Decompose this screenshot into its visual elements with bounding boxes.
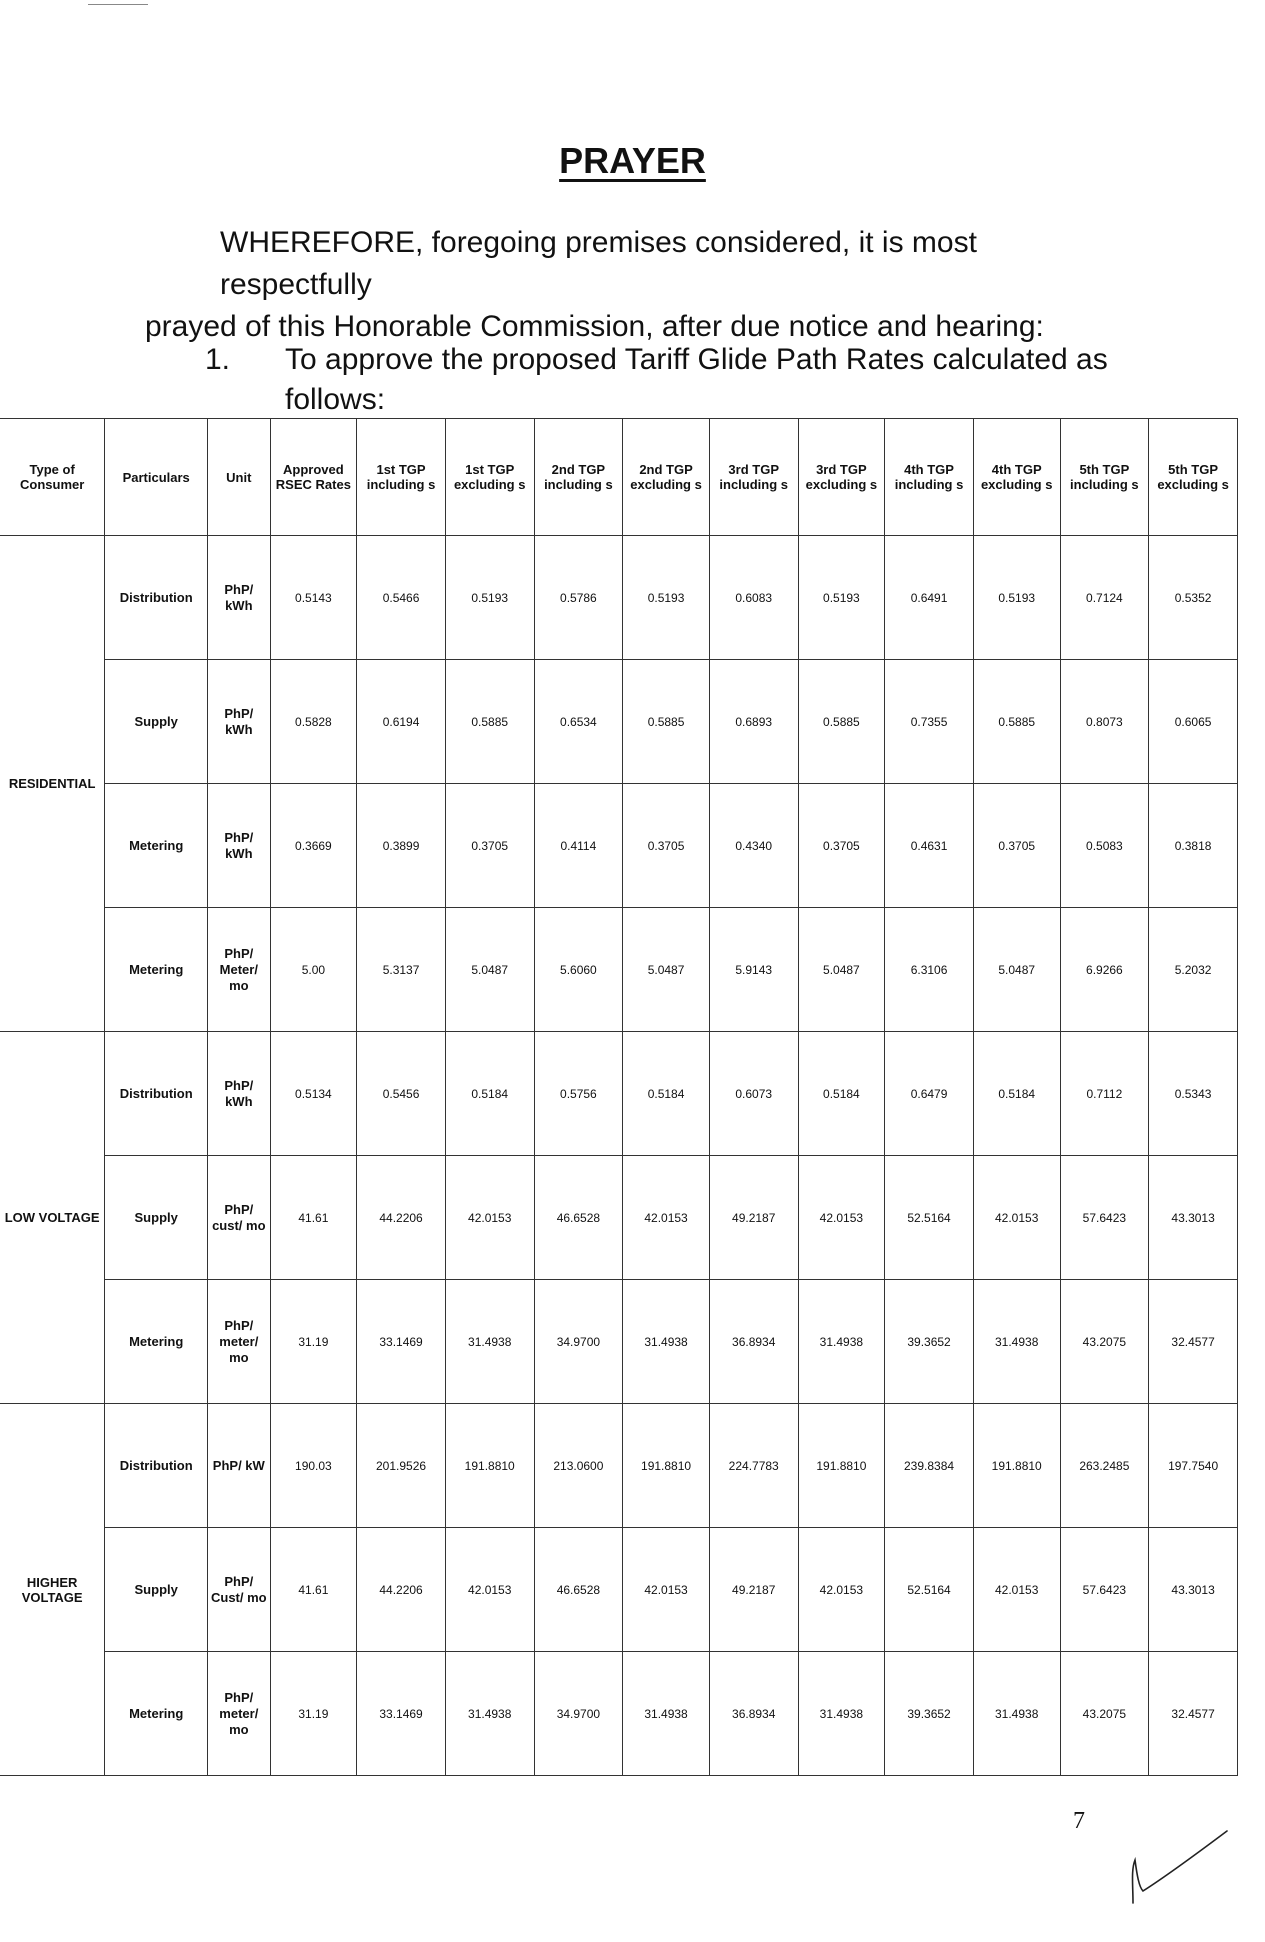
rate-value-cell: 49.2187 [709, 1156, 798, 1280]
rate-value-cell: 0.7355 [885, 660, 974, 784]
rate-value-cell: 0.3818 [1149, 784, 1238, 908]
particular-cell: Supply [105, 1528, 208, 1652]
signature-mark [1125, 1825, 1235, 1915]
rate-value-cell: 31.4938 [623, 1652, 710, 1776]
rate-value-cell: 0.7124 [1060, 536, 1149, 660]
unit-cell: PhP/ Meter/ mo [208, 908, 270, 1032]
rate-value-cell: 0.5786 [534, 536, 623, 660]
rate-value-cell: 43.3013 [1149, 1528, 1238, 1652]
paragraph-line-2: prayed of this Honorable Commission, after due notice and hearing: [145, 310, 1044, 343]
table-row [0, 1652, 1238, 1776]
rate-value-cell: 0.6065 [1149, 660, 1238, 784]
rate-value-cell: 31.19 [270, 1652, 357, 1776]
rate-value-cell: 5.00 [270, 908, 357, 1032]
rate-value-cell: 32.4577 [1149, 1280, 1238, 1404]
rate-value-cell: 0.5193 [973, 536, 1060, 660]
consumer-type-cell: HIGHER VOLTAGE [0, 1404, 105, 1776]
rate-value-cell: 5.0487 [973, 908, 1060, 1032]
unit-cell: PhP/ meter/ mo [208, 1280, 270, 1404]
rate-value-cell: 0.3705 [623, 784, 710, 908]
rate-value-cell: 31.4938 [798, 1280, 885, 1404]
rate-value-cell: 5.0487 [623, 908, 710, 1032]
rate-value-cell: 213.0600 [534, 1404, 623, 1528]
rate-value-cell: 0.5456 [357, 1032, 446, 1156]
table-row [0, 1156, 1238, 1280]
rate-value-cell: 36.8934 [709, 1280, 798, 1404]
rate-value-cell: 57.6423 [1060, 1528, 1149, 1652]
rate-value-cell: 5.0487 [798, 908, 885, 1032]
table-row [0, 660, 1238, 784]
column-header: 1st TGP excluding s [445, 419, 534, 536]
rate-value-cell: 31.19 [270, 1280, 357, 1404]
column-header: 3rd TGP excluding s [798, 419, 885, 536]
rate-value-cell: 0.6073 [709, 1032, 798, 1156]
rate-value-cell: 33.1469 [357, 1652, 446, 1776]
rate-value-cell: 0.5352 [1149, 536, 1238, 660]
rate-value-cell: 57.6423 [1060, 1156, 1149, 1280]
rate-value-cell: 190.03 [270, 1404, 357, 1528]
particular-cell: Distribution [105, 536, 208, 660]
particular-cell: Supply [105, 660, 208, 784]
rate-value-cell: 5.6060 [534, 908, 623, 1032]
rate-value-cell: 0.5083 [1060, 784, 1149, 908]
item-text: To approve the proposed Tariff Glide Path Rates calculated as follows: [285, 343, 1108, 416]
rate-value-cell: 263.2485 [1060, 1404, 1149, 1528]
rate-value-cell: 42.0153 [445, 1156, 534, 1280]
rate-value-cell: 224.7783 [709, 1404, 798, 1528]
rate-value-cell: 0.5885 [623, 660, 710, 784]
rate-value-cell: 0.5343 [1149, 1032, 1238, 1156]
rate-value-cell: 42.0153 [798, 1156, 885, 1280]
rate-value-cell: 39.3652 [885, 1280, 974, 1404]
rate-value-cell: 5.3137 [357, 908, 446, 1032]
rate-value-cell: 43.2075 [1060, 1280, 1149, 1404]
column-header: Unit [208, 419, 270, 536]
table-header-row [0, 419, 1238, 536]
rate-value-cell: 5.9143 [709, 908, 798, 1032]
column-header: 5th TGP excluding s [1149, 419, 1238, 536]
rate-value-cell: 0.6194 [357, 660, 446, 784]
rate-value-cell: 191.8810 [623, 1404, 710, 1528]
unit-cell: PhP/ kWh [208, 784, 270, 908]
rate-value-cell: 46.6528 [534, 1528, 623, 1652]
rate-value-cell: 0.8073 [1060, 660, 1149, 784]
rate-value-cell: 44.2206 [357, 1528, 446, 1652]
particular-cell: Distribution [105, 1404, 208, 1528]
paragraph-line-1: WHEREFORE, foregoing premises considered, it is most respectfully [220, 226, 977, 301]
rate-value-cell: 42.0153 [623, 1528, 710, 1652]
column-header: 2nd TGP including s [534, 419, 623, 536]
rate-value-cell: 0.5756 [534, 1032, 623, 1156]
column-header: 1st TGP including s [357, 419, 446, 536]
unit-cell: PhP/ kWh [208, 536, 270, 660]
rate-value-cell: 39.3652 [885, 1652, 974, 1776]
rate-value-cell: 34.9700 [534, 1652, 623, 1776]
particular-cell: Metering [105, 1652, 208, 1776]
rate-value-cell: 46.6528 [534, 1156, 623, 1280]
rate-value-cell: 197.7540 [1149, 1404, 1238, 1528]
rate-value-cell: 34.9700 [534, 1280, 623, 1404]
rate-value-cell: 0.5193 [798, 536, 885, 660]
unit-cell: PhP/ Cust/ mo [208, 1528, 270, 1652]
rate-value-cell: 41.61 [270, 1528, 357, 1652]
unit-cell: PhP/ kW [208, 1404, 270, 1528]
column-header: 4th TGP excluding s [973, 419, 1060, 536]
table-body [0, 536, 1238, 1776]
page-number: 7 [1073, 1808, 1085, 1834]
table-row [0, 784, 1238, 908]
rate-value-cell: 33.1469 [357, 1280, 446, 1404]
rate-value-cell: 0.5184 [445, 1032, 534, 1156]
table-row [0, 1528, 1238, 1652]
unit-cell: PhP/ cust/ mo [208, 1156, 270, 1280]
rate-value-cell: 0.5466 [357, 536, 446, 660]
rate-value-cell: 0.5885 [973, 660, 1060, 784]
table-row [0, 908, 1238, 1032]
page-title [0, 140, 1265, 182]
particular-cell: Distribution [105, 1032, 208, 1156]
prayer-heading: PRAYER [559, 140, 706, 181]
tariff-glide-path-table [0, 418, 1238, 1776]
table-row [0, 1404, 1238, 1528]
rate-value-cell: 42.0153 [798, 1528, 885, 1652]
item-number: 1. [205, 343, 231, 376]
rate-value-cell: 41.61 [270, 1156, 357, 1280]
rate-value-cell: 52.5164 [885, 1528, 974, 1652]
column-header: 5th TGP including s [1060, 419, 1149, 536]
rate-value-cell: 0.6083 [709, 536, 798, 660]
rate-value-cell: 6.3106 [885, 908, 974, 1032]
column-header: Type of Consumer [0, 419, 105, 536]
rate-value-cell: 31.4938 [973, 1652, 1060, 1776]
rate-value-cell: 0.6534 [534, 660, 623, 784]
rate-value-cell: 31.4938 [445, 1652, 534, 1776]
consumer-type-cell: RESIDENTIAL [0, 536, 105, 1032]
column-header: 2nd TGP excluding s [623, 419, 710, 536]
unit-cell: PhP/ kWh [208, 1032, 270, 1156]
rate-value-cell: 0.5184 [973, 1032, 1060, 1156]
rate-value-cell: 31.4938 [973, 1280, 1060, 1404]
rate-value-cell: 0.3669 [270, 784, 357, 908]
particular-cell: Metering [105, 908, 208, 1032]
rate-value-cell: 0.5184 [623, 1032, 710, 1156]
rate-value-cell: 201.9526 [357, 1404, 446, 1528]
rate-value-cell: 49.2187 [709, 1528, 798, 1652]
rate-value-cell: 0.4114 [534, 784, 623, 908]
rate-value-cell: 42.0153 [445, 1528, 534, 1652]
rate-value-cell: 43.2075 [1060, 1652, 1149, 1776]
rate-value-cell: 0.5143 [270, 536, 357, 660]
rate-value-cell: 0.3705 [798, 784, 885, 908]
rate-value-cell: 32.4577 [1149, 1652, 1238, 1776]
rate-value-cell: 0.5134 [270, 1032, 357, 1156]
rate-value-cell: 0.6491 [885, 536, 974, 660]
rate-value-cell: 0.5885 [798, 660, 885, 784]
rate-value-cell: 5.0487 [445, 908, 534, 1032]
particular-cell: Metering [105, 784, 208, 908]
column-header: 4th TGP including s [885, 419, 974, 536]
rate-value-cell: 44.2206 [357, 1156, 446, 1280]
rate-value-cell: 0.4631 [885, 784, 974, 908]
rate-value-cell: 0.5193 [623, 536, 710, 660]
column-header: Approved RSEC Rates [270, 419, 357, 536]
rate-value-cell: 31.4938 [798, 1652, 885, 1776]
rate-value-cell: 42.0153 [973, 1156, 1060, 1280]
rate-value-cell: 0.4340 [709, 784, 798, 908]
rate-value-cell: 0.3899 [357, 784, 446, 908]
rate-value-cell: 0.5828 [270, 660, 357, 784]
rate-value-cell: 0.3705 [973, 784, 1060, 908]
table-row [0, 1280, 1238, 1404]
rate-value-cell: 191.8810 [445, 1404, 534, 1528]
rate-value-cell: 0.6893 [709, 660, 798, 784]
rate-value-cell: 0.6479 [885, 1032, 974, 1156]
rate-value-cell: 43.3013 [1149, 1156, 1238, 1280]
rate-value-cell: 36.8934 [709, 1652, 798, 1776]
rate-value-cell: 239.8384 [885, 1404, 974, 1528]
rate-value-cell: 42.0153 [623, 1156, 710, 1280]
rate-value-cell: 42.0153 [973, 1528, 1060, 1652]
particular-cell: Metering [105, 1280, 208, 1404]
unit-cell: PhP/ meter/ mo [208, 1652, 270, 1776]
rate-value-cell: 0.7112 [1060, 1032, 1149, 1156]
rate-value-cell: 0.5184 [798, 1032, 885, 1156]
consumer-type-cell: LOW VOLTAGE [0, 1032, 105, 1404]
wherefore-paragraph [145, 222, 1125, 348]
rate-value-cell: 0.3705 [445, 784, 534, 908]
rate-value-cell: 191.8810 [798, 1404, 885, 1528]
rate-value-cell: 191.8810 [973, 1404, 1060, 1528]
scan-mark [88, 4, 148, 5]
unit-cell: PhP/ kWh [208, 660, 270, 784]
rate-value-cell: 6.9266 [1060, 908, 1149, 1032]
rate-value-cell: 31.4938 [445, 1280, 534, 1404]
rate-value-cell: 0.5193 [445, 536, 534, 660]
particular-cell: Supply [105, 1156, 208, 1280]
rate-value-cell: 0.5885 [445, 660, 534, 784]
table-row [0, 536, 1238, 660]
rate-value-cell: 52.5164 [885, 1156, 974, 1280]
rate-value-cell: 5.2032 [1149, 908, 1238, 1032]
table-row [0, 1032, 1238, 1156]
rate-value-cell: 31.4938 [623, 1280, 710, 1404]
column-header: Particulars [105, 419, 208, 536]
column-header: 3rd TGP including s [709, 419, 798, 536]
